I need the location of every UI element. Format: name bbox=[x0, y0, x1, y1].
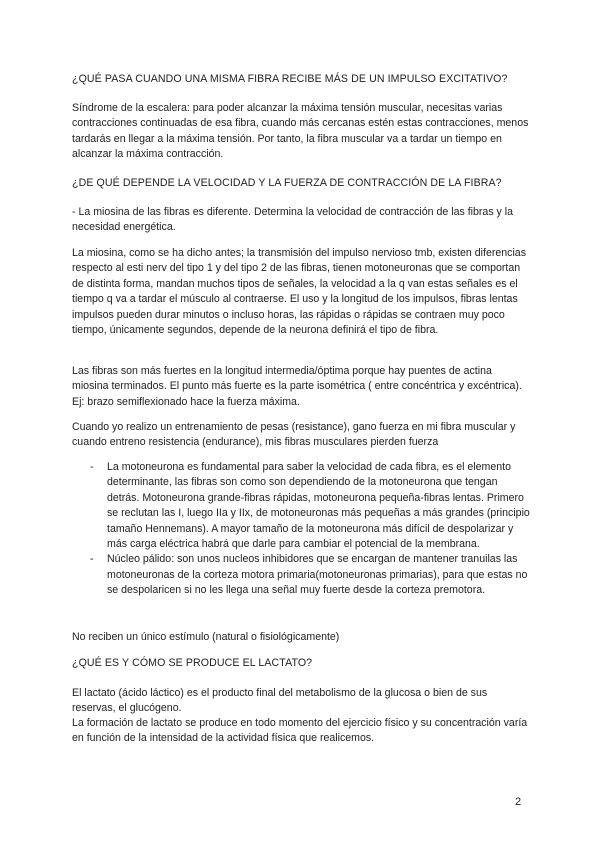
list-item bbox=[72, 460, 530, 552]
bullet-marker: - bbox=[90, 461, 94, 473]
page-number: 2 bbox=[515, 796, 522, 808]
paragraph-miosina-intro: - La miosina de las fibras es diferente. Determina la velocidad de contracción de las fibras y la necesidad energética. bbox=[72, 206, 514, 234]
paragraph-estimulo: No reciben un único estímulo (natural o fisiológicamente) bbox=[72, 631, 340, 643]
section-heading-3: ¿QUÉ ES Y CÓMO SE PRODUCE EL LACTATO? bbox=[72, 657, 313, 669]
paragraph-escalera: Síndrome de la escalera: para poder alcanzar la máxima tensión muscular, necesitas varias contracciones continuadas de esa fibra, cuando más cercanas estén estas contracciones, menos tardarás en llegar a la máxima tensión. Por tanto, la fibra muscular va a tardar un tiempo en alcanzar la máxima contracción. bbox=[72, 102, 529, 161]
paragraph-miosina-detail: La miosina, como se ha dicho antes; la transmisión del impulso nervioso tmb, existen diferencias respecto al esti nerv del tipo 1 y del tipo 2 de las fibras, tienen motoneuronas que se comportan de distinta forma, mandan muchos tipos de señales, la velocidad a la q van estas señales es el tiempo q va a tardar el músculo al contraerse. El uso y la longitud de los impulsos, fibras lentas impulsos pueden durar minutos o incluso horas, las rápidas o rápidas se contraen muy poco tiempo, únicamente segundos, depende de la neurona definirá el tipo de fibra. bbox=[72, 247, 526, 337]
section-heading-1: ¿QUÉ PASA CUANDO UNA MISMA FIBRA RECIBE MÁS DE UN IMPULSO EXCITATIVO? bbox=[72, 73, 508, 85]
bullet-list bbox=[72, 460, 530, 599]
section-heading-2: ¿DE QUÉ DEPENDE LA VELOCIDAD Y LA FUERZA DE CONTRACCIÓN DE LA FIBRA? bbox=[72, 177, 502, 189]
paragraph-entrenamiento: Cuando yo realizo un entrenamiento de pesas (resistance), gano fuerza en mi fibra muscular y cuando entreno resistencia (endurance), mis fibras musculares pierden fuerza bbox=[72, 421, 516, 449]
paragraph-fibras-fuertes: Las fibras son más fuertes en la longitud intermedia/óptima porque hay puentes de actina miosina terminados. El punto más fuerte es la parte isométrica ( entre concéntrica y excéntrica). Ej: brazo semiflexionado hace la fuerza máxima. bbox=[72, 365, 522, 408]
paragraph-lactato-formacion: La formación de lactato se produce en todo momento del ejercicio físico y su concentración varía en función de la intensidad de la actividad física que realicemos. bbox=[72, 717, 528, 745]
bullet-text-motoneurona: La motoneurona es fundamental para saber la velocidad de cada fibra, es el elemento determinante, las fibras son como son dependiendo de la motoneurona que tengan detrás. Motoneurona grande-fibras rápidas, motoneurona pequeña-fibras lentas. Primero se reclutan las I, luego IIa y IIx, de motoneuronas más pequeñas a más grandes (principio tamaño Hennemans). A mayor tamaño de la motoneurona más difícil de despolarizar y más carga eléctrica habrá que darle para cambiar el potencial de la membrana. bbox=[107, 461, 530, 551]
bullet-text-nucleo-palido: Núcleo pálido: son unos nucleos inhibidores que se encargan de mantener tranuilas las motoneuronas de la corteza motora primaria(motoneuronas primarias), para que estas no se despolaricen si no les llega una señal muy fuerte desde la corteza premotora. bbox=[107, 553, 528, 597]
list-item bbox=[72, 552, 530, 598]
bullet-marker: - bbox=[90, 553, 94, 566]
paragraph-lactato-def: El lactato (ácido láctico) es el producto final del metabolismo de la glucosa o bien de sus reservas, el glucógeno. bbox=[72, 687, 488, 715]
